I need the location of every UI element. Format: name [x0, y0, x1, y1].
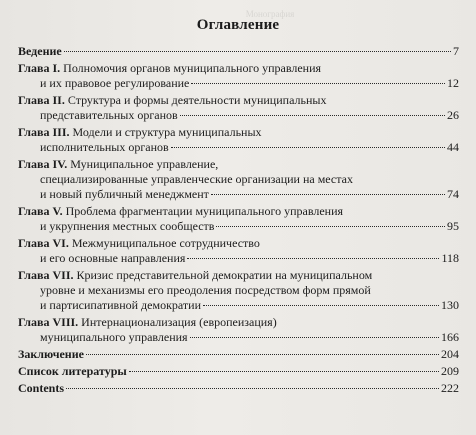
chapter-label: Глава II.: [18, 93, 65, 107]
page-number: 74: [447, 187, 459, 201]
toc-line: и новый публичный менеджмент: [40, 187, 209, 201]
toc-line: Муниципальное управление,: [70, 157, 219, 171]
toc-entry-text: [18, 125, 262, 139]
toc-entry[interactable]: [18, 381, 459, 396]
toc-entry-text: [40, 251, 185, 266]
toc-line: Кризис представительной демократии на муниципальном: [76, 268, 373, 282]
chapter-label: Глава V.: [18, 204, 63, 218]
dot-leader: [187, 258, 439, 259]
toc-entry[interactable]: [18, 61, 459, 91]
dot-leader: [203, 305, 439, 306]
chapter-label: Глава I.: [18, 61, 61, 75]
chapter-label: Глава IV.: [18, 157, 68, 171]
page-number: 118: [441, 251, 459, 265]
toc-line: Список литературы: [18, 364, 127, 378]
page-number: 44: [447, 140, 459, 154]
show-through-text: Монография: [245, 9, 295, 19]
toc-line: Contents: [18, 381, 65, 395]
toc-entry-text: [18, 93, 326, 107]
toc-line: Межмуниципальное сотрудничество: [71, 236, 260, 250]
toc-entry[interactable]: [18, 315, 459, 345]
toc-line: Полномочия органов муниципального управления: [63, 61, 322, 75]
toc-entry-text: [40, 283, 371, 297]
toc-entry[interactable]: [18, 125, 459, 155]
toc-line: и партисипативной демократии: [40, 298, 201, 312]
dot-leader: [211, 194, 445, 195]
toc-line: Структура и формы деятельности муниципальных: [67, 93, 327, 107]
toc-entry-text: [18, 315, 277, 329]
toc-entry-text: [18, 268, 372, 282]
toc-line: исполнительных органов: [40, 140, 169, 154]
toc-entry-text: [18, 236, 260, 250]
page-number: 209: [441, 364, 459, 378]
toc-entry-text: [40, 298, 201, 313]
toc-entry[interactable]: [18, 347, 459, 362]
toc-line: Ведение: [18, 44, 62, 58]
toc-entry-text: [40, 330, 188, 345]
dot-leader: [129, 371, 439, 372]
toc-line: и укрупнения местных сообществ: [40, 219, 215, 233]
toc-entry-text: [40, 140, 169, 155]
dot-leader: [180, 115, 445, 116]
toc-line: уровне и механизмы его преодоления посредством форм прямой: [40, 283, 371, 297]
toc-entry-text: [18, 204, 343, 218]
toc-entry-text: [40, 76, 189, 91]
dot-leader: [64, 51, 451, 52]
toc-entry-text: [18, 157, 218, 171]
toc-entry-text: [18, 347, 84, 362]
toc-line: муниципального управления: [40, 330, 188, 344]
toc-entry-text: [40, 219, 214, 234]
dot-leader: [66, 388, 439, 389]
chapter-label: Глава III.: [18, 125, 70, 139]
page-number: 166: [441, 330, 459, 344]
toc-entry[interactable]: [18, 364, 459, 379]
page-number: 7: [453, 44, 459, 58]
toc-entry[interactable]: [18, 93, 459, 123]
toc-line: представительных органов: [40, 108, 178, 122]
page-number: 222: [441, 381, 459, 395]
dot-leader: [171, 147, 445, 148]
toc-entry-text: [40, 187, 209, 202]
dot-leader: [191, 83, 445, 84]
toc-line: и их правовое регулирование: [40, 76, 190, 90]
toc-line: Проблема фрагментации муниципального управления: [65, 204, 344, 218]
dot-leader: [86, 354, 439, 355]
toc-entry[interactable]: [18, 204, 459, 234]
toc-entry-text: [18, 364, 127, 379]
page-title: Оглавление: [196, 17, 280, 33]
toc-entry[interactable]: [18, 268, 459, 313]
toc-entry-text: [40, 172, 353, 186]
page-number: 130: [441, 298, 459, 312]
toc-line: Интернационализация (европеизация): [81, 315, 277, 329]
page-number: 12: [447, 76, 459, 90]
chapter-label: Глава VI.: [18, 236, 69, 250]
toc-entry-text: [18, 61, 321, 75]
toc-entry-text: [18, 381, 64, 396]
dot-leader: [190, 337, 439, 338]
toc-entry-text: [40, 108, 178, 123]
toc-entry[interactable]: [18, 236, 459, 266]
page-number: 95: [447, 219, 459, 233]
dot-leader: [216, 226, 445, 227]
toc-line: Модели и структура муниципальных: [72, 125, 262, 139]
chapter-label: Глава VII.: [18, 268, 74, 282]
table-of-contents: [18, 44, 459, 398]
toc-line: специализированные управленческие организации на местах: [40, 172, 353, 186]
chapter-label: Глава VIII.: [18, 315, 79, 329]
toc-line: и его основные направления: [40, 251, 186, 265]
page-number: 204: [441, 347, 459, 361]
toc-entry[interactable]: [18, 157, 459, 202]
toc-entry[interactable]: [18, 44, 459, 59]
toc-line: Заключение: [18, 347, 84, 361]
page-number: 26: [447, 108, 459, 122]
toc-entry-text: [18, 44, 62, 59]
